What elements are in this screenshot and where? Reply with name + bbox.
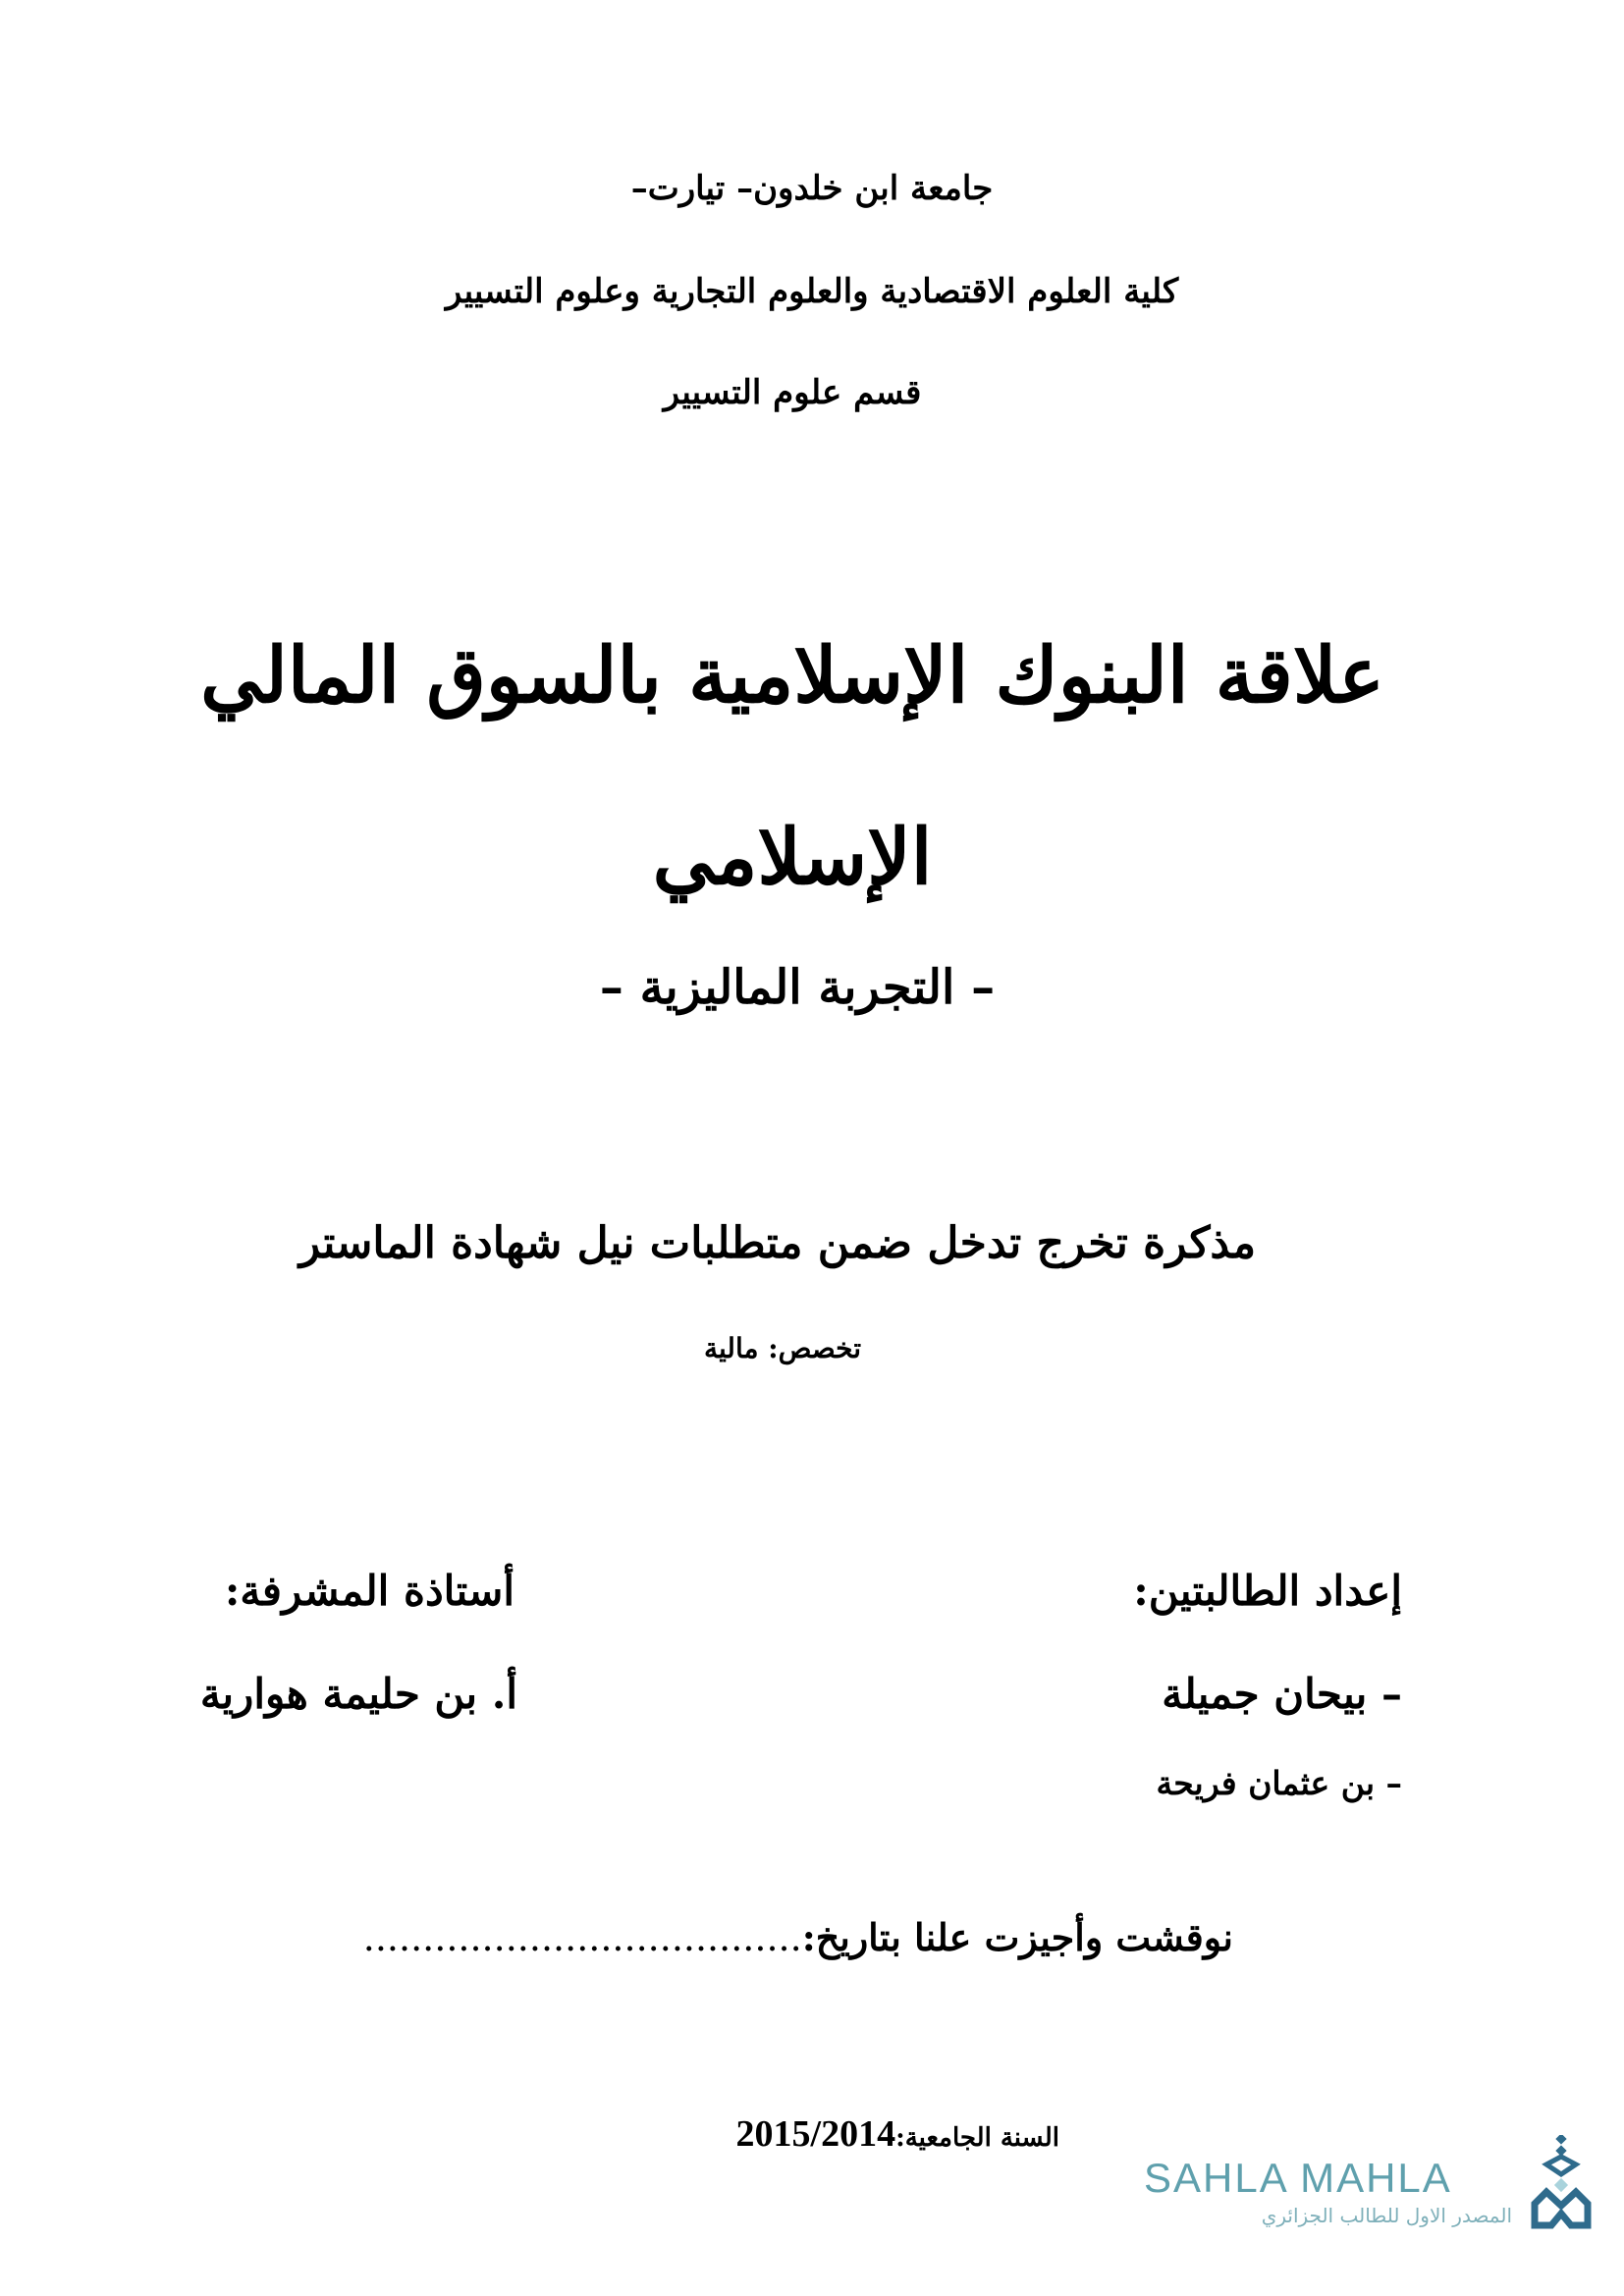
thesis-purpose: مذكرة تخرج تدخل ضمن متطلبات نيل شهادة الماستر	[298, 1218, 1257, 1268]
emblem-icon	[1527, 2135, 1596, 2233]
academic-year-label: السنة الجامعية:	[895, 2123, 1059, 2153]
specialty: تخصص: مالية	[703, 1332, 862, 1364]
department-name: قسم علوم التسيير	[663, 373, 922, 412]
supervisor-label: أستاذة المشرفة:	[224, 1567, 514, 1615]
university-name: جامعة ابن خلدون– تيارت–	[630, 169, 994, 208]
defense-date-placeholder: .....................................	[362, 1916, 802, 1959]
watermark-brand: SAHLA MAHLA	[1144, 2155, 1452, 2201]
thesis-title-line1: علاقة البنوك الإسلامية بالسوق المالي	[200, 631, 1384, 721]
watermark-tagline: المصدر الاول للطالب الجزائري	[1261, 2204, 1512, 2227]
faculty-name: كلية العلوم الاقتصادية والعلوم التجارية وعلوم التسيير	[445, 272, 1179, 311]
academic-year-value: 2015/2014	[735, 2113, 896, 2155]
academic-year	[736, 2115, 1059, 2153]
student-name-1: – بيحان جميلة	[1162, 1670, 1402, 1718]
defense-date-line	[362, 1915, 1233, 1959]
thesis-subtitle: – التجربة الماليزية –	[599, 960, 996, 1015]
supervisor-name: أ. بن حليمة هوارية	[199, 1670, 517, 1718]
students-label: إعداد الطالبتين:	[1133, 1567, 1402, 1615]
student-name-2: – بن عثمان فريحة	[1156, 1764, 1402, 1802]
defense-label: نوقشت وأجيزت علنا بتاريخ:	[801, 1915, 1233, 1959]
sahla-mahla-watermark	[1139, 2135, 1600, 2233]
thesis-title-line2: الإسلامي	[652, 813, 933, 902]
